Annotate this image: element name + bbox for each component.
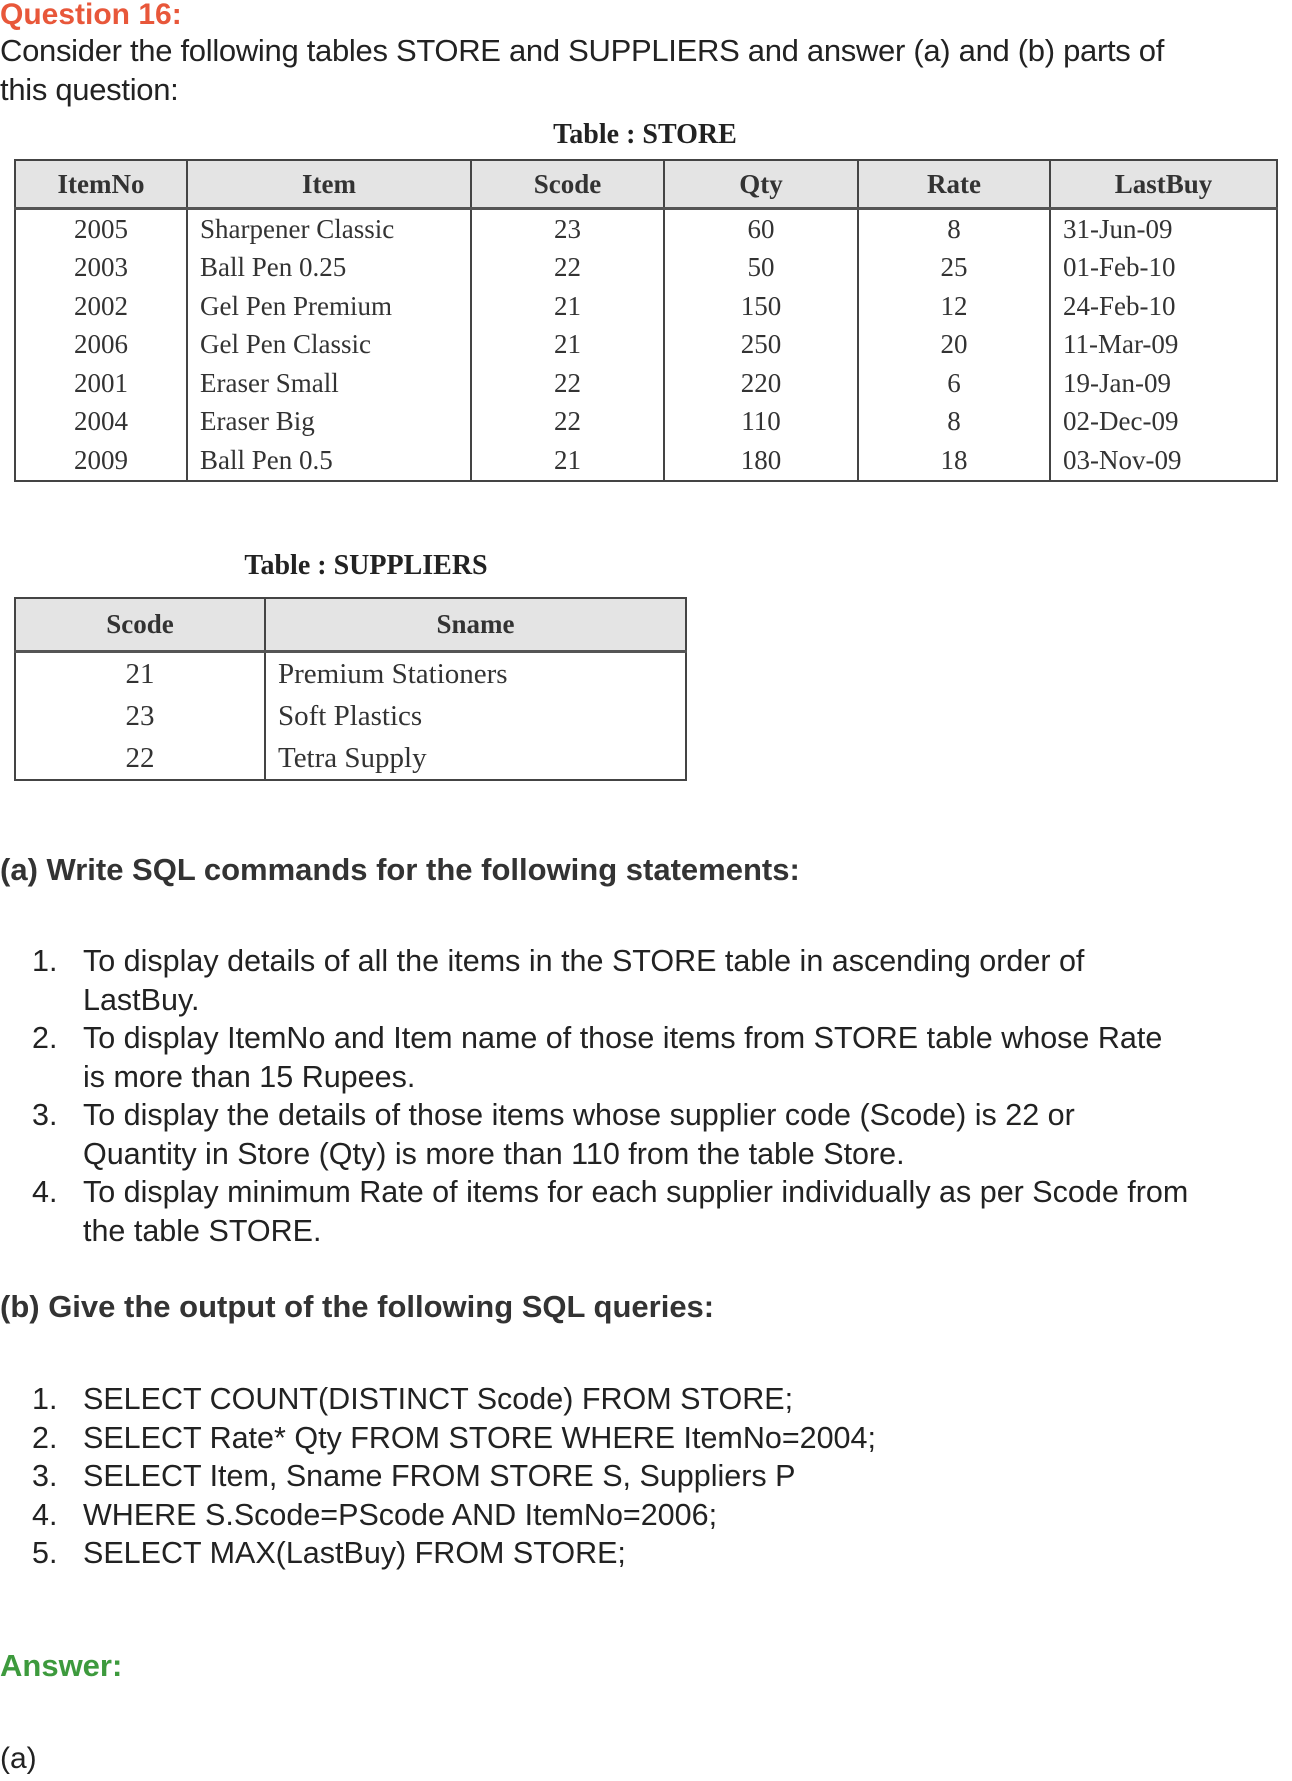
suppliers-table	[14, 597, 687, 781]
list-item-text: is more than 15 Rupees.	[83, 1059, 416, 1094]
table-cell: Eraser Big	[187, 403, 471, 442]
sql-query: SELECT Item, Sname FROM STORE S, Suppliers P	[83, 1459, 796, 1493]
table-cell: 20	[858, 326, 1050, 365]
table-cell: Eraser Small	[187, 364, 471, 403]
question-title: Question 16:	[0, 0, 182, 31]
table-cell: 21	[471, 287, 664, 326]
list-item-text: To display minimum Rate of items for each supplier individually as per Scode from	[83, 1175, 1189, 1209]
intro-line-2: this question:	[0, 72, 179, 107]
table-cell: 11-Mar-09	[1050, 326, 1277, 365]
list-item-text: To display the details of those items whose supplier code (Scode) is 22 or	[83, 1098, 1075, 1132]
header-qty: Qty	[664, 160, 858, 209]
list-item-text: Quantity in Store (Qty) is more than 110 from the table Store.	[83, 1136, 905, 1171]
answer-label: Answer:	[0, 1648, 123, 1683]
intro-line-1: Consider the following tables STORE and SUPPLIERS and answer (a) and (b) parts of	[0, 33, 1165, 68]
table-cell: 18	[858, 441, 1050, 481]
table-cell: 21	[471, 326, 664, 365]
table-cell: 22	[471, 403, 664, 442]
table-row	[15, 326, 1277, 365]
table-row	[15, 403, 1277, 442]
table-cell: 180	[664, 441, 858, 481]
table-cell: Premium Stationers	[265, 652, 686, 696]
header-scode: Scode	[15, 598, 265, 652]
table-cell: 24-Feb-10	[1050, 287, 1277, 326]
table-cell: 31-Jun-09	[1050, 209, 1277, 249]
list-item-number: 1.	[32, 1382, 58, 1416]
suppliers-table-title: Table : SUPPLIERS	[244, 550, 488, 581]
table-cell: 2003	[15, 249, 187, 288]
header-rate: Rate	[858, 160, 1050, 209]
table-row	[15, 652, 686, 696]
header-lastbuy: LastBuy	[1050, 160, 1277, 209]
table-cell: 2002	[15, 287, 187, 326]
table-cell: 2006	[15, 326, 187, 365]
table-row	[15, 249, 1277, 288]
table-cell: 2009	[15, 441, 187, 481]
list-item-number: 2.	[32, 1420, 58, 1455]
table-cell: 02-Dec-09	[1050, 403, 1277, 442]
part-b-heading: (b) Give the output of the following SQL queries:	[0, 1289, 715, 1324]
table-row	[15, 364, 1277, 403]
store-table-title: Table : STORE	[553, 119, 737, 150]
table-cell: 22	[471, 364, 664, 403]
table-cell: 23	[471, 209, 664, 249]
table-cell: 22	[471, 249, 664, 288]
table-cell: 50	[664, 249, 858, 288]
table-cell: 110	[664, 403, 858, 442]
table-row	[15, 209, 1277, 249]
table-cell: 23	[15, 695, 265, 737]
table-cell: 03-Nov-09	[1050, 441, 1277, 481]
sql-query: SELECT COUNT(DISTINCT Scode) FROM STORE;	[83, 1382, 794, 1416]
list-item-number: 3.	[32, 1098, 58, 1132]
table-row	[15, 695, 686, 737]
table-cell: Gel Pen Premium	[187, 287, 471, 326]
table-cell: 01-Feb-10	[1050, 249, 1277, 288]
list-item-text: To display details of all the items in the STORE table in ascending order of	[83, 944, 1085, 978]
sql-query: SELECT MAX(LastBuy) FROM STORE;	[83, 1536, 626, 1570]
table-cell: Sharpener Classic	[187, 209, 471, 249]
header-item: Item	[187, 160, 471, 209]
table-cell: 2004	[15, 403, 187, 442]
list-item-text: To display ItemNo and Item name of those items from STORE table whose Rate	[83, 1021, 1163, 1055]
table-cell: 21	[15, 652, 265, 696]
list-item-number: 3.	[32, 1459, 58, 1493]
answer-part-a: (a)	[0, 1742, 37, 1775]
list-item-text: the table STORE.	[83, 1213, 322, 1248]
store-table	[14, 159, 1278, 482]
table-cell: 2001	[15, 364, 187, 403]
table-cell: Gel Pen Classic	[187, 326, 471, 365]
table-cell: 22	[15, 737, 265, 780]
sql-query: WHERE S.Scode=PScode AND ItemNo=2006;	[83, 1497, 718, 1532]
table-cell: Ball Pen 0.25	[187, 249, 471, 288]
table-cell: 220	[664, 364, 858, 403]
table-cell: 150	[664, 287, 858, 326]
list-item-number: 5.	[32, 1536, 58, 1570]
header-itemno: ItemNo	[15, 160, 187, 209]
table-cell: 60	[664, 209, 858, 249]
table-cell: Ball Pen 0.5	[187, 441, 471, 481]
suppliers-header-row	[15, 598, 686, 652]
list-item-number: 2.	[32, 1021, 58, 1055]
table-cell: 21	[471, 441, 664, 481]
table-cell: 2005	[15, 209, 187, 249]
store-header-row	[15, 160, 1277, 209]
header-scode: Scode	[471, 160, 664, 209]
table-cell: 6	[858, 364, 1050, 403]
header-sname: Sname	[265, 598, 686, 652]
list-item-number: 4.	[32, 1175, 58, 1209]
list-item-number: 1.	[32, 944, 58, 978]
table-cell: 250	[664, 326, 858, 365]
table-cell: Tetra Supply	[265, 737, 686, 780]
sql-query: SELECT Rate* Qty FROM STORE WHERE ItemNo=2004;	[83, 1420, 876, 1455]
part-a-heading: (a) Write SQL commands for the following statements:	[0, 852, 800, 887]
table-row	[15, 287, 1277, 326]
table-cell: 19-Jan-09	[1050, 364, 1277, 403]
table-row	[15, 737, 686, 780]
table-cell: 8	[858, 403, 1050, 442]
table-cell: 12	[858, 287, 1050, 326]
table-row	[15, 441, 1277, 481]
list-item-text: LastBuy.	[83, 982, 200, 1017]
list-item-number: 4.	[32, 1497, 58, 1532]
table-cell: Soft Plastics	[265, 695, 686, 737]
table-cell: 25	[858, 249, 1050, 288]
table-cell: 8	[858, 209, 1050, 249]
